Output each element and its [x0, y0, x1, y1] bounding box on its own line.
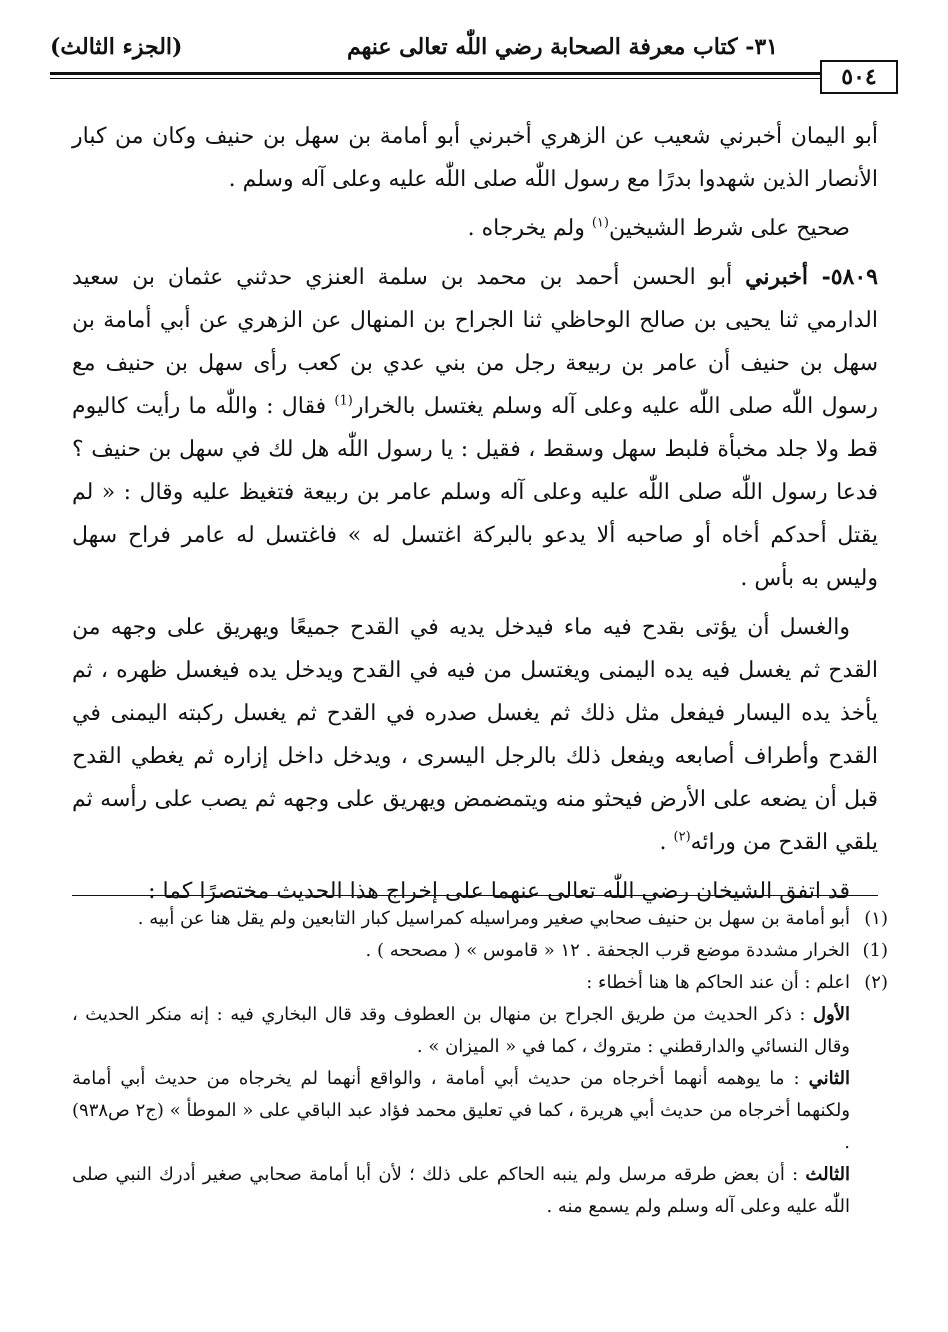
running-header	[50, 26, 898, 66]
third-keyword: الثالث	[805, 1164, 850, 1185]
footnote-1	[72, 903, 888, 935]
footnote-3-mark: (٢)	[864, 972, 888, 993]
header-rule	[50, 72, 820, 75]
footnote-3-third	[72, 1159, 850, 1223]
hadith-text-b: فقال : واللّٰه ما رأيت كاليوم قط ولا جلد مخبأة فلبط سهل وسقط ، فقيل : يا رسول اللّٰه هل لك في سهل بن حنيف ؟ فدعا رسول اللّٰه صلى اللّٰه عليه وعلى آله وسلم عامر بن ربيعة فتغيظ عليه وقال : « لم يقتل أحدكم أخاه أو صاحبه ألا يدعو بالبركة اغتسل له » فاغتسل له عامر فراح سهل وليس به بأس .	[72, 394, 878, 591]
hadith-footnote-mark: (1)	[334, 393, 353, 409]
ghusl-text-b: .	[659, 830, 674, 855]
second-text: : ما يوهمه أنهما أخرجاه من حديث أبي أمامة ، والواقع أنهما لم يخرجاه من حديث أبي أمامة ولكنهما أخرجاه من حديث أبي هريرة ، كما في تعليق محمد فؤاد عبد الباقي على « الموطأ » (ج٢ ص٩٣٨) .	[72, 1068, 851, 1153]
hadith-5809	[72, 256, 878, 600]
hadith-keyword: أخبرني	[745, 264, 822, 290]
p2-footnote-mark: (١)	[591, 215, 609, 231]
hadith-number: ٥٨٠٩-	[821, 264, 878, 290]
footnote-2	[72, 935, 888, 967]
footnote-2-text: الخرار مشددة موضع قرب الجحفة . ١٢ « قاموس » ( مصححه ) .	[365, 940, 850, 961]
second-keyword: الثاني	[808, 1068, 850, 1089]
footnote-3	[72, 967, 888, 999]
footnote-3-second	[72, 1063, 850, 1159]
footnotes	[72, 903, 888, 1223]
chapter-title: ٣١- كتاب معرفة الصحابة رضي اللّٰه تعالى عنهم	[346, 34, 778, 60]
first-text: : ذكر الحديث من طريق الجراح بن منهال بن العطوف وقد قال البخاري فيه : إنه منكر الحديث ، وقال النسائي والدارقطني : متروك ، كما في « الميزان » .	[72, 1004, 850, 1057]
header-rule-thin	[50, 78, 820, 79]
paragraph-ghusl	[72, 606, 878, 864]
footnote-1-mark: (١)	[864, 908, 888, 929]
footnote-separator	[72, 895, 878, 896]
p2-text-b: ولم يخرجاه .	[467, 216, 592, 241]
main-text	[72, 115, 878, 919]
paragraph-1: أبو اليمان أخبرني شعيب عن الزهري أخبرني أبو أمامة بن سهل بن حنيف وكان من كبار الأنصار الذين شهدوا بدرًا مع رسول اللّٰه صلى اللّٰه عليه وعلى آله وسلم .	[72, 124, 878, 192]
paragraph-2	[72, 207, 878, 250]
ghusl-footnote-mark: (٢)	[673, 829, 691, 845]
p2-text-a: صحيح على شرط الشيخين	[608, 216, 850, 241]
paragraph-conclusion: قد اتفق الشيخان رضي اللّٰه تعالى عنهما على إخراج هذا الحديث مختصرًا كما :	[148, 879, 850, 904]
footnote-2-mark: (1)	[862, 940, 888, 961]
ghusl-text-a: والغسل أن يؤتى بقدح فيه ماء فيدخل يديه في القدح جميعًا ويهريق على وجهه من القدح ثم يغسل فيه يده اليمنى ويغتسل من فيه في القدح ويدخل يده فيغسل ظهره ، ثم يأخذ يده اليسار فيفعل مثل ذلك ثم يغسل صدره في القدح ثم يغسل ركبته اليمنى في القدح وأطراف أصابعه ويفعل ذلك بالرجل اليسرى ، ويدخل داخل إزاره ثم يغطي القدح قبل أن يضعه على الأرض فيحثو منه ويتمضمض ويهريق على وجهه ثم يصب على رأسه ثم يلقي القدح من ورائه	[72, 615, 878, 855]
first-keyword: الأول	[812, 1004, 850, 1025]
footnote-1-text: أبو أمامة بن سهل بن حنيف صحابي صغير ومراسيله كمراسيل كبار التابعين ولم يقل هنا عن أبيه .	[137, 908, 850, 929]
page-number: ٥٠٤	[820, 60, 898, 94]
volume-label: (الجزء الثالث)	[50, 34, 183, 60]
third-text: : أن بعض طرقه مرسل ولم ينبه الحاكم على ذلك ؛ لأن أبا أمامة صحابي صغير أدرك النبي صلى اللّٰه عليه وعلى آله وسلم ولم يسمع منه .	[72, 1164, 850, 1217]
footnote-3-first	[72, 999, 850, 1063]
footnote-3-text: اعلم : أن عند الحاكم ها هنا أخطاء :	[586, 972, 850, 993]
hadith-text-a: أبو الحسن أحمد بن محمد بن سلمة العنزي حدثني عثمان بن سعيد الدارمي ثنا يحيى بن صالح الوحاظي ثنا الجراح بن المنهال عن الزهري عن أبي أمامة بن سهل بن حنيف أن عامر بن ربيعة رجل من بني عدي بن كعب رأى سهل بن حنيف مع رسول اللّٰه صلى اللّٰه عليه وعلى آله وسلم يغتسل بالخرار	[72, 265, 878, 419]
